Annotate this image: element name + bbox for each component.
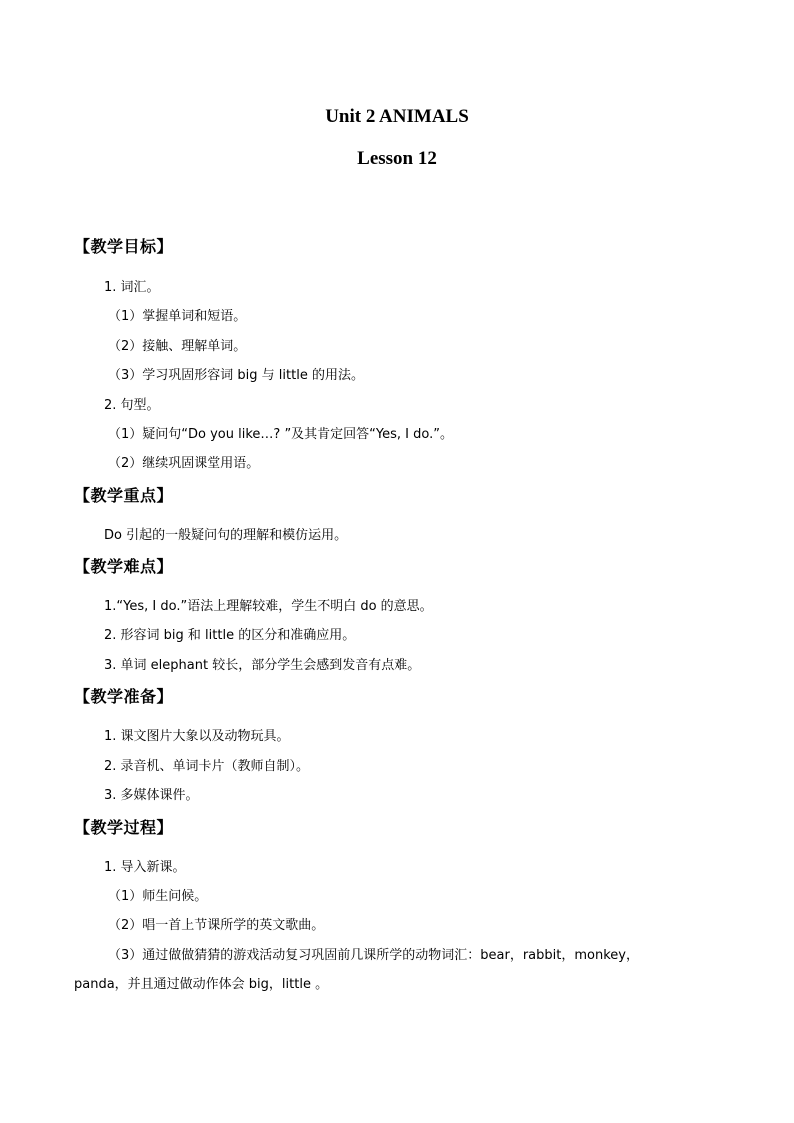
objectives-item: （3）学习巩固形容词 big 与 little 的用法。: [108, 368, 364, 383]
objectives-item: （2）继续巩固课堂用语。: [108, 456, 260, 471]
objectives-item: 1. 词汇。: [104, 280, 160, 295]
difficulties-item: 2. 形容词 big 和 little 的区分和准确应用。: [104, 628, 356, 643]
preparation-item: 2. 录音机、单词卡片（教师自制）。: [104, 759, 310, 774]
difficulties-item: 1.“Yes, I do.”语法上理解较难，学生不明白 do 的意思。: [104, 599, 433, 614]
process-item: panda，并且通过做动作体会 big，little 。: [74, 977, 329, 992]
process-item: （1）师生问候。: [108, 889, 208, 904]
objectives-item: （1）掌握单词和短语。: [108, 309, 247, 324]
process-item: 1. 导入新课。: [104, 860, 186, 875]
key-points-text: Do 引起的一般疑问句的理解和模仿运用。: [104, 528, 348, 543]
objectives-item: 2. 句型。: [104, 398, 160, 413]
lesson-title: Lesson 12: [357, 148, 437, 169]
key-points-heading: 【教学重点】: [74, 486, 174, 505]
difficulties-item: 3. 单词 elephant 较长，部分学生会感到发音有点难。: [104, 658, 421, 673]
process-item: （2）唱一首上节课所学的英文歌曲。: [108, 918, 325, 933]
preparation-item: 3. 多媒体课件。: [104, 788, 199, 803]
preparation-heading: 【教学准备】: [74, 687, 174, 706]
process-item: （3）通过做做猜猜的游戏活动复习巩固前几课所学的动物词汇：bear，rabbit，monkey，: [108, 948, 639, 963]
unit-title: Unit 2 ANIMALS: [325, 106, 469, 127]
process-heading: 【教学过程】: [74, 818, 174, 837]
objectives-heading: 【教学目标】: [74, 237, 174, 256]
difficulties-heading: 【教学难点】: [74, 557, 174, 576]
objectives-item: （2）接触、理解单词。: [108, 339, 247, 354]
preparation-item: 1. 课文图片大象以及动物玩具。: [104, 729, 290, 744]
objectives-item: （1）疑问句“Do you like…? ”及其肯定回答“Yes, I do.”。: [108, 427, 453, 442]
